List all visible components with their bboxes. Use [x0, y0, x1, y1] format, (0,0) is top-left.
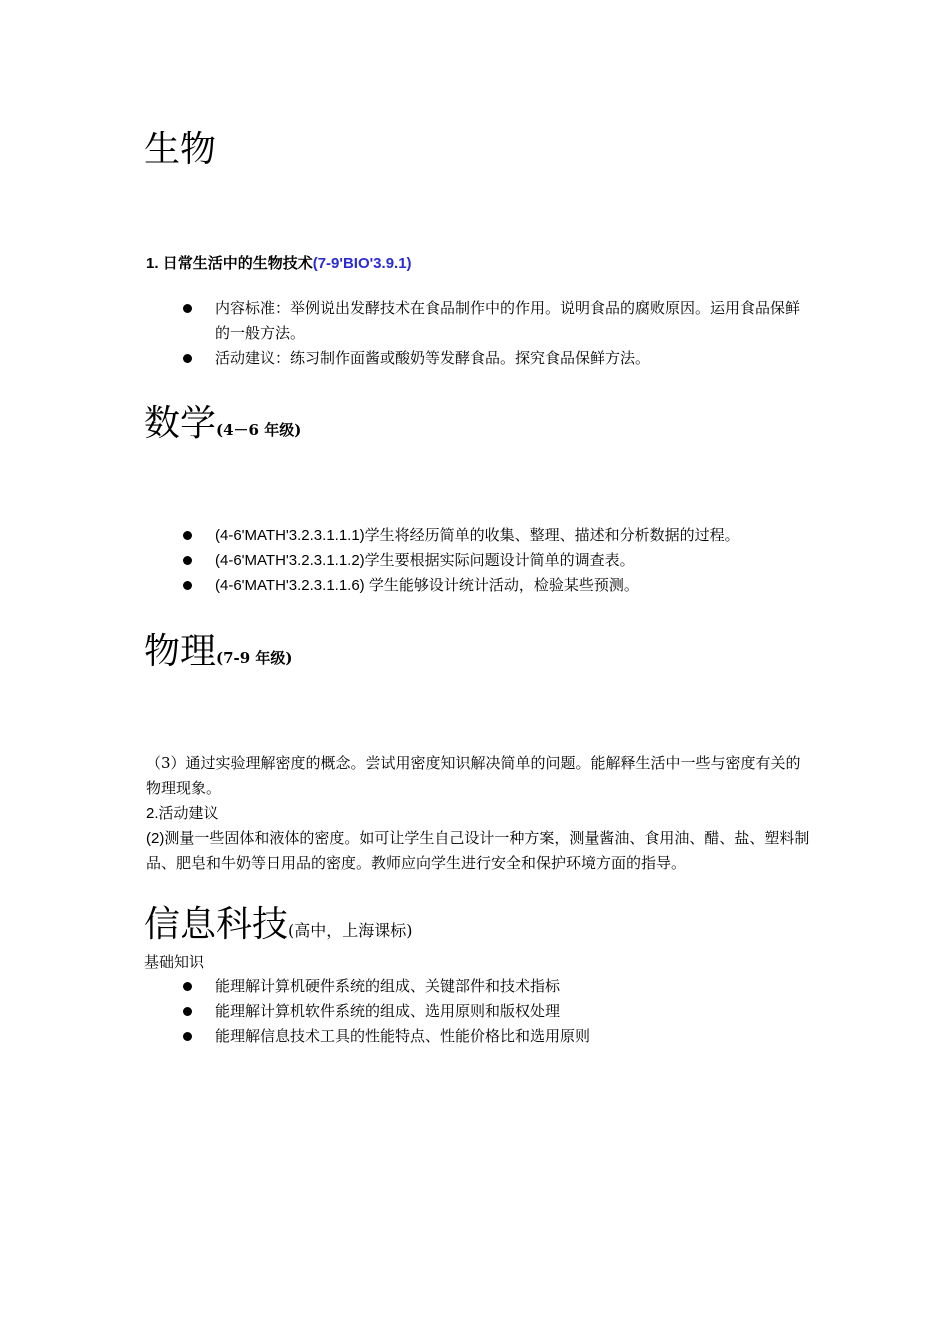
paragraph-text: 测量一些固体和液体的密度。如可让学生自己设计一种方案，测量酱油、食用油、醋、盐、塑料制品、肥皂和牛奶等日用品的密度。教师应向学生进行安全和保护环境方面的指导。	[146, 829, 810, 872]
math-bullet-list	[144, 523, 834, 598]
bullet-icon	[183, 556, 192, 565]
it-note: (高中，上海课标)	[288, 921, 413, 940]
subsection-number: 1.	[146, 255, 159, 272]
list-item	[144, 573, 834, 598]
it-title: 信息科技	[144, 904, 289, 945]
math-grade: (4－6 年级)	[216, 421, 302, 439]
bullet-text: 学生要根据实际问题设计简单的调查表。	[364, 551, 635, 569]
standard-code: (4-6'MATH'3.2.3.1.1.2)	[215, 552, 365, 569]
it-bullet-list	[144, 974, 814, 1049]
bullet-text: 学生将经历简单的收集、整理、描述和分析数据的过程。	[364, 526, 740, 544]
biology-title: 生物	[144, 129, 217, 170]
physics-content	[146, 751, 814, 876]
it-heading	[144, 904, 413, 945]
bullet-text: 能理解计算机硬件系统的组成、关键部件和技术指标	[215, 977, 561, 995]
physics-grade: (7-9 年级)	[216, 649, 293, 667]
bullet-text: 内容标准：举例说出发酵技术在食品制作中的作用。说明食品的腐败原因。运用食品保鲜的一般方法。	[215, 299, 801, 342]
label-number: 2.	[146, 805, 159, 822]
bullet-icon	[183, 531, 192, 540]
math-heading	[144, 403, 302, 444]
subsection-title: 日常生活中的生物技术	[162, 255, 313, 272]
bullet-icon	[183, 581, 192, 590]
bullet-icon	[183, 304, 192, 313]
subsection-code: (7-9'BIO'3.9.1)	[312, 255, 412, 272]
bullet-text: 活动建议：练习制作面酱或酸奶等发酵食品。探究食品保鲜方法。	[215, 349, 651, 367]
biology-bullet-list	[144, 296, 814, 371]
bullet-icon	[183, 1007, 192, 1016]
list-item	[144, 296, 814, 346]
bullet-text: 能理解信息技术工具的性能特点、性能价格比和选用原则	[215, 1027, 591, 1045]
bullet-icon	[183, 1032, 192, 1041]
list-item	[144, 974, 814, 999]
paragraph-number: (2)	[146, 830, 165, 847]
it-label: 基础知识	[144, 953, 205, 971]
list-item	[144, 1024, 814, 1049]
list-item	[144, 999, 814, 1024]
bullet-icon	[183, 982, 192, 991]
physics-paragraph-1: （3）通过实验理解密度的概念。尝试用密度知识解决简单的问题。能解释生活中一些与密度有关的物理现象。	[146, 754, 801, 797]
biology-heading	[144, 129, 217, 170]
list-item	[144, 523, 834, 548]
bullet-icon	[183, 354, 192, 363]
standard-code: (4-6'MATH'3.2.3.1.1.6)	[215, 577, 369, 594]
label-text: 活动建议	[158, 804, 219, 822]
physics-heading	[144, 631, 293, 672]
physics-title: 物理	[144, 631, 217, 672]
physics-paragraph-2	[146, 826, 814, 876]
list-item	[144, 548, 834, 573]
list-item	[144, 346, 814, 371]
bullet-text: 能理解计算机软件系统的组成、选用原则和版权处理	[215, 1002, 561, 1020]
standard-code: (4-6'MATH'3.2.3.1.1.1)	[215, 527, 365, 544]
math-title: 数学	[144, 403, 217, 444]
bullet-text: 学生能够设计统计活动，检验某些预测。	[368, 576, 639, 594]
physics-activity-label	[146, 801, 814, 826]
biology-subsection-heading	[146, 252, 412, 273]
